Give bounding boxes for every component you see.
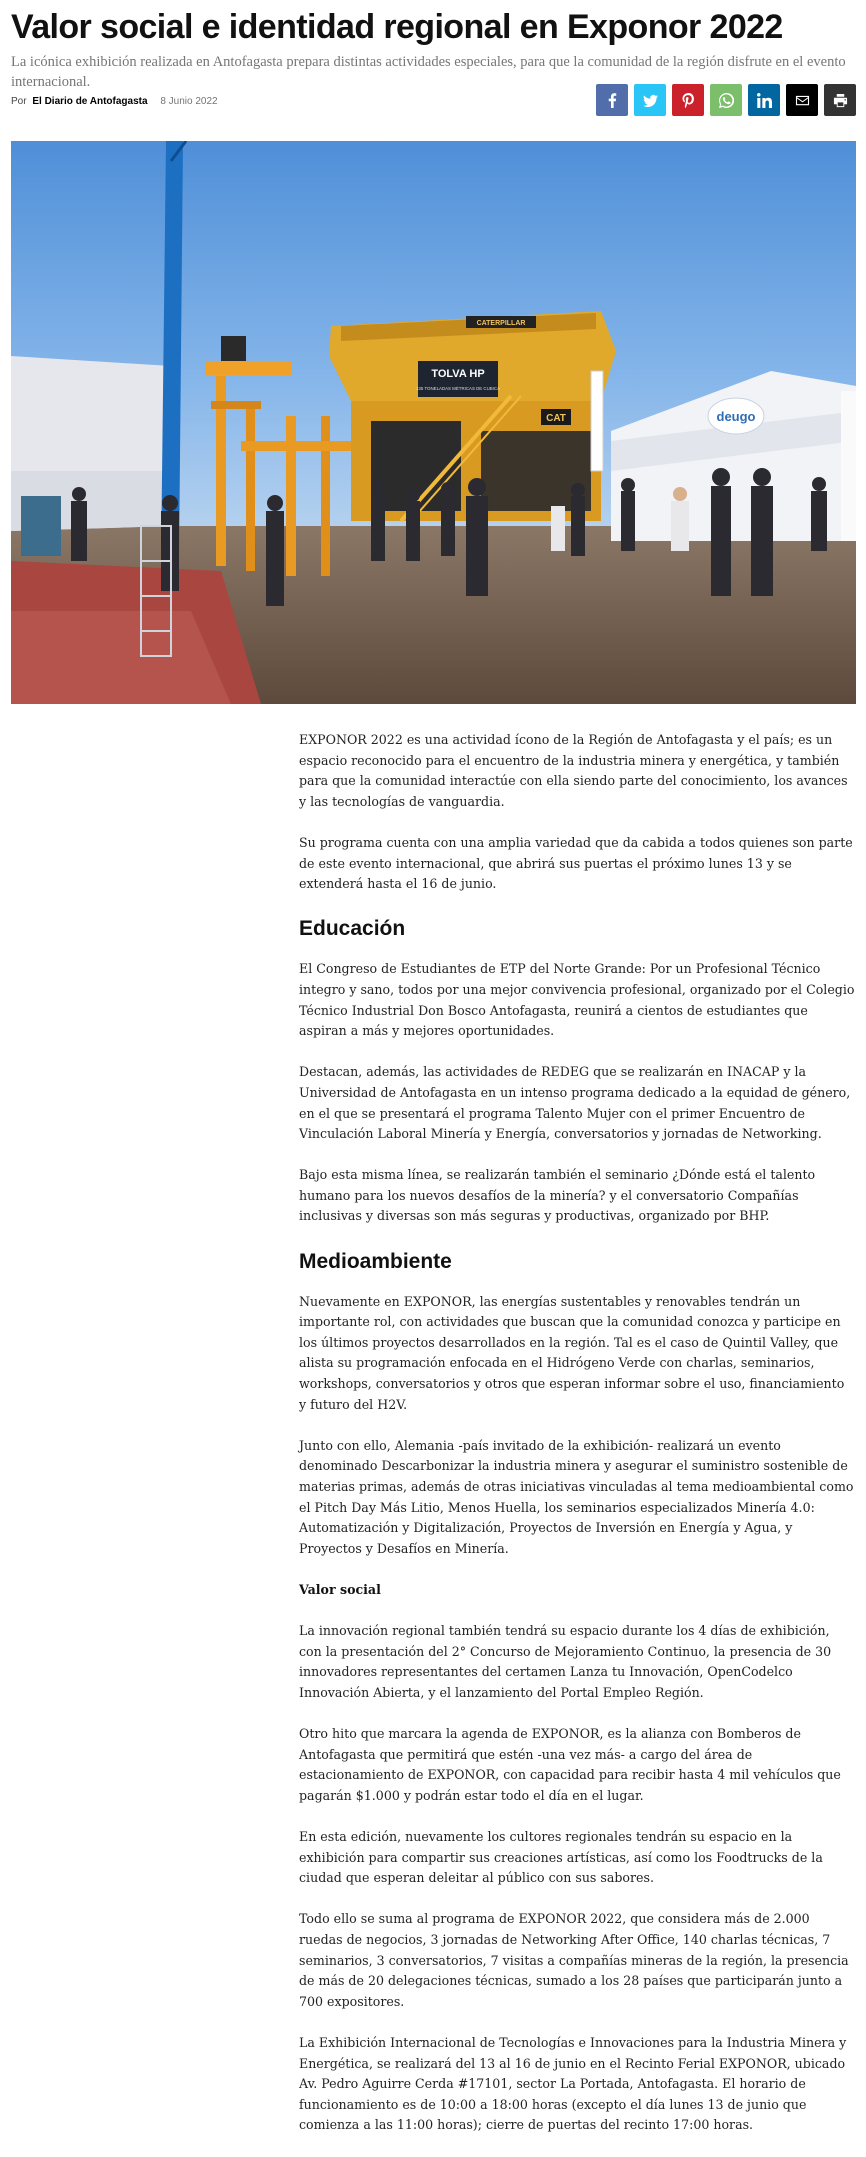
print-button[interactable] — [824, 84, 856, 116]
paragraph: Todo ello se suma al programa de EXPONOR 2022, que considera más de 2.000 ruedas de negocios, 3 jornadas de Networking After Office, 140 charlas técnicas, 7 seminarios, 3 conversatorios, 7 visitas a compañías mineras de la región, la presencia de más de 20 delegaciones técnicas, sumado a los 28 países que participarán junto a 700 expositores. — [299, 1911, 849, 2009]
whatsapp-icon — [719, 93, 734, 108]
author-link[interactable]: El Diario de Antofagasta — [32, 96, 148, 107]
paragraph: Otro hito que marcara la agenda de EXPONOR, es la alianza con Bomberos de Antofagasta que permitirá que estén -una vez más- a cargo del área de estacionamiento de EXPONOR, con capacidad para recibir hasta 4 mil vehículos que pagarán $1.000 y podrán estar todo el día en el lugar. — [299, 1726, 841, 1803]
article-subtitle: La icónica exhibición realizada en Antofagasta prepara distintas actividades especiales, para que la comunidad de la región disfrute en el evento internacional. — [11, 54, 846, 90]
hero-image — [11, 141, 856, 704]
paragraph: Destacan, además, las actividades de REDEG que se realizarán en INACAP y la Universidad de Antofagasta en un intenso programa dedicado a la equidad de género, en el que se presentará el programa Talento Mujer con el primer Encuentro de Vinculación Laboral Minería y Energía, conversatorios y jornadas de Networking. — [299, 1064, 851, 1142]
twitter-share-button[interactable] — [634, 84, 666, 116]
pinterest-share-button[interactable] — [672, 84, 704, 116]
whatsapp-share-button[interactable] — [710, 84, 742, 116]
by-label: Por — [11, 96, 27, 107]
paragraph: En esta edición, nuevamente los cultores regionales tendrán su espacio en la exhibición para compartir sus creaciones artísticas, así como los Foodtrucks de la ciudad que esperan deleitar al público con sus sabores. — [299, 1829, 823, 1886]
facebook-share-button[interactable] — [596, 84, 628, 116]
section-heading-medioambiente: Medioambiente — [299, 1249, 452, 1273]
linkedin-icon — [757, 93, 772, 108]
print-icon — [833, 93, 848, 108]
email-share-button[interactable] — [786, 84, 818, 116]
byline — [11, 96, 218, 107]
paragraph: La Exhibición Internacional de Tecnologías e Innovaciones para la Industria Minera y Energética, se realizará del 13 al 16 de junio en el Recinto Ferial EXPONOR, ubicado Av. Pedro Aguirre Cerda #17101, sector La Portada, Antofagasta. El horario de funcionamiento es de 10:00 a 18:00 horas (excepto el día lunes 13 de junio que comienza a las 11:00 horas); cierre de puertas del recinto 17:00 horas. — [299, 2035, 847, 2133]
linkedin-share-button[interactable] — [748, 84, 780, 116]
facebook-icon — [605, 93, 620, 108]
paragraph: La innovación regional también tendrá su espacio durante los 4 días de exhibición, con la presentación del 2° Concurso de Mejoramiento Continuo, la presencia de 30 innovadores representantes del certamen Lanza tu Innovación, OpenCodelco Innovación Abierta, y el lanzamiento del Portal Empleo Región. — [299, 1623, 832, 1700]
share-buttons — [596, 84, 856, 116]
paragraph: Bajo esta misma línea, se realizarán también el seminario ¿Dónde está el talento humano para los nuevos desafíos de la minería? y el conversatorio Compañías inclusivas y diversas son más seguras y productivas, organizado por BHP. — [299, 1167, 816, 1224]
article-meta — [11, 84, 856, 120]
mail-icon — [795, 93, 810, 108]
paragraph: EXPONOR 2022 es una actividad ícono de la Región de Antofagasta y el país; es un espacio reconocido para el encuentro de la industria minera y energética, y también para que la comunidad interactúe con ella siendo parte del conocimiento, los avances y las tecnologías de vanguardia. — [299, 732, 848, 809]
article-title: Valor social e identidad regional en Exponor 2022 — [11, 8, 783, 46]
paragraph: Nuevamente en EXPONOR, las energías sustentables y renovables tendrán un importante rol, con actividades que buscan que la comunidad conozca y participe en los últimos proyectos desarrollados en la región. Tal es el caso de Quintil Valley, que alista su programación enfocada en el Hidrógeno Verde con charlas, seminarios, workshops, conversatorios y otros que esperan informar sobre el uso, financiamiento y futuro del H2V. — [299, 1293, 845, 1412]
truck-sign-subtitle: 135 TONELADAS MÉTRICAS DE CUBICA — [415, 386, 501, 391]
publish-date: 8 Junio 2022 — [160, 96, 218, 107]
twitter-icon — [643, 93, 658, 108]
exhibition-photo — [11, 141, 856, 704]
cat-logo: CAT — [546, 413, 566, 424]
truck-brand-label: CATERPILLAR — [476, 320, 526, 327]
article-header — [11, 0, 856, 92]
pinterest-icon — [681, 93, 696, 108]
truck-sign: TOLVA HP — [431, 368, 485, 380]
section-heading-educacion: Educación — [299, 917, 406, 941]
article-body — [299, 730, 855, 2157]
paragraph: El Congreso de Estudiantes de ETP del Norte Grande: Por un Profesional Técnico integro y sano, todos por una mejor convivencia profesional, organizado por el Colegio Técnico Industrial Don Bosco Antofagasta, reunirá a cientos de estudiantes que aspiran a más y mejores oportunidades. — [299, 961, 855, 1039]
paragraph: Junto con ello, Alemania -país invitado de la exhibición- realizará un evento denominado Descarbonizar la industria minera y asegurar el suministro sostenible de materias primas, además de otras iniciativas vinculadas al tema medioambiental como el Pitch Day Más Litio, Menos Huella, los seminarios especializados Minería 4.0: Automatización y Digitalización, Proyectos de Inversión en Energía y Agua, y Proyectos y Desafíos en Minería. — [299, 1437, 854, 1556]
section-heading-valor-social: Valor social — [299, 1581, 381, 1597]
paragraph: Su programa cuenta con una amplia variedad que da cabida a todos quienes son parte de este evento internacional, que abrirá sus puertas el próximo lunes 13 y se extenderá hasta el 16 de junio. — [299, 834, 853, 892]
booth-logo: deugo — [716, 409, 756, 424]
